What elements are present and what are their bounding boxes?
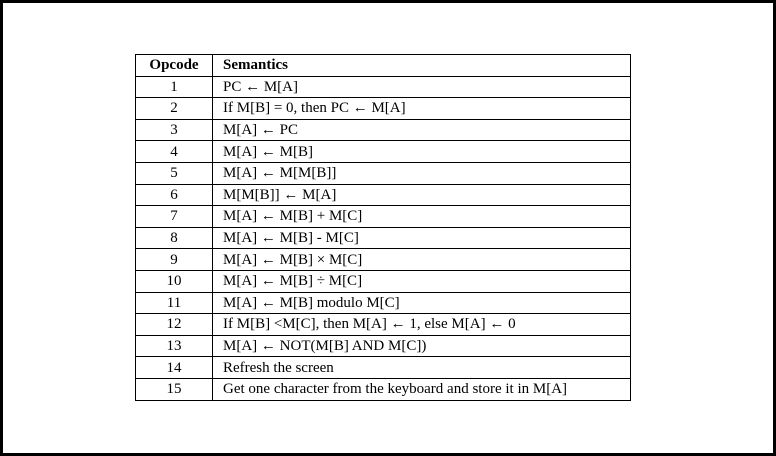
opcode-cell: 8: [136, 227, 213, 249]
opcode-cell: 1: [136, 76, 213, 98]
table-body: [136, 76, 631, 400]
table-row: [136, 249, 631, 271]
semantics-cell: Refresh the screen: [213, 357, 631, 379]
table-row: [136, 119, 631, 141]
table-row: [136, 141, 631, 163]
opcode-cell: 12: [136, 314, 213, 336]
opcode-cell: 10: [136, 270, 213, 292]
opcode-cell: 2: [136, 98, 213, 120]
semantics-cell: If M[B] <M[C], then M[A] ← 1, else M[A] ← 0: [213, 314, 631, 336]
opcode-table: [135, 54, 631, 401]
table-row: [136, 184, 631, 206]
header-opcode: Opcode: [136, 55, 213, 77]
opcode-cell: 6: [136, 184, 213, 206]
table-row: [136, 227, 631, 249]
table-row: [136, 292, 631, 314]
opcode-cell: 11: [136, 292, 213, 314]
semantics-cell: M[A] ← M[B] ÷ M[C]: [213, 270, 631, 292]
semantics-cell: M[A] ← M[B] modulo M[C]: [213, 292, 631, 314]
opcode-cell: 3: [136, 119, 213, 141]
header-row: [136, 55, 631, 77]
table-row: [136, 335, 631, 357]
opcode-cell: 13: [136, 335, 213, 357]
semantics-cell: M[A] ← M[B]: [213, 141, 631, 163]
table-row: [136, 162, 631, 184]
header-semantics: Semantics: [213, 55, 631, 77]
table-row: [136, 206, 631, 228]
table-row: [136, 98, 631, 120]
table-row: [136, 357, 631, 379]
opcode-cell: 5: [136, 162, 213, 184]
semantics-cell: Get one character from the keyboard and store it in M[A]: [213, 378, 631, 400]
semantics-cell: M[A] ← M[B] + M[C]: [213, 206, 631, 228]
table-header: [136, 55, 631, 77]
table-row: [136, 314, 631, 336]
semantics-cell: M[M[B]] ← M[A]: [213, 184, 631, 206]
semantics-cell: M[A] ← NOT(M[B] AND M[C]): [213, 335, 631, 357]
table-row: [136, 270, 631, 292]
semantics-cell: PC ← M[A]: [213, 76, 631, 98]
opcode-cell: 9: [136, 249, 213, 271]
semantics-cell: If M[B] = 0, then PC ← M[A]: [213, 98, 631, 120]
table-row: [136, 378, 631, 400]
semantics-cell: M[A] ← M[B] - M[C]: [213, 227, 631, 249]
table-row: [136, 76, 631, 98]
opcode-cell: 7: [136, 206, 213, 228]
opcode-cell: 14: [136, 357, 213, 379]
semantics-cell: M[A] ← M[B] × M[C]: [213, 249, 631, 271]
semantics-cell: M[A] ← M[M[B]]: [213, 162, 631, 184]
opcode-cell: 4: [136, 141, 213, 163]
semantics-cell: M[A] ← PC: [213, 119, 631, 141]
opcode-cell: 15: [136, 378, 213, 400]
